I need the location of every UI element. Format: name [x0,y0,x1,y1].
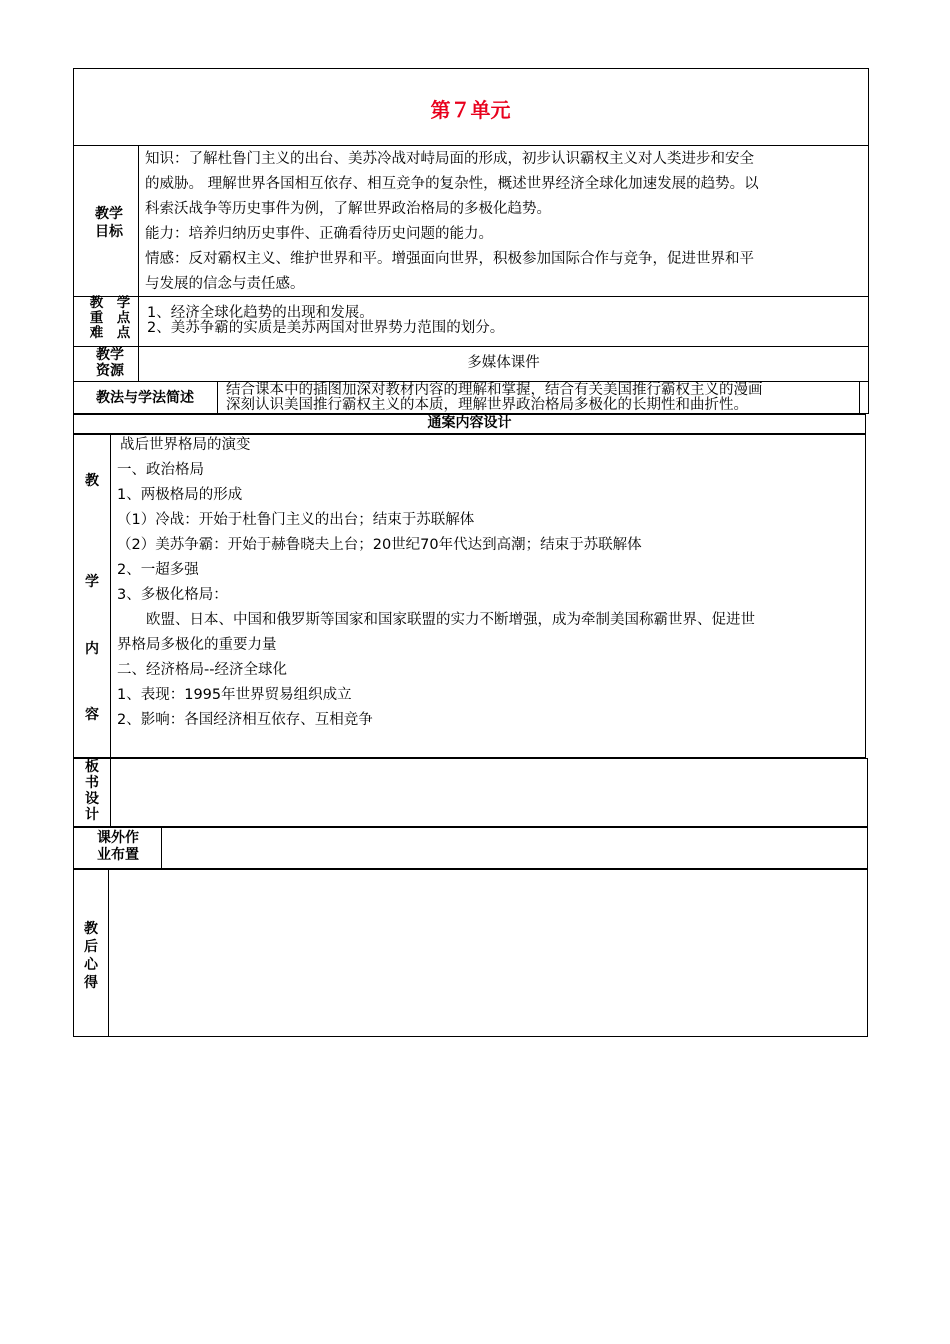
reflection-label-char: 心 [84,957,98,973]
content-line: 一、政治格局 [117,462,204,478]
keypoints-label [86,296,134,341]
homework-label-row: 课外作 [97,830,139,846]
objectives-line: 知识：了解杜鲁门主义的出台、美苏冷战对峙局面的形成，初步认识霸权主义对人类进步和安全 [145,151,754,167]
methods-label-divider [217,381,218,414]
objectives-line: 与发展的信念与责任感。 [145,276,305,292]
content-line: 1、两极格局的形成 [117,487,243,503]
content-line: 1、表现：1995年世界贸易组织成立 [117,687,352,703]
homework-label-divider [161,827,162,869]
reflection-label-char: 教 [84,921,98,937]
board-label-char: 板 [85,759,99,775]
content-label-divider [110,434,111,758]
reflection-label-divider [108,869,109,1037]
board-label-char: 设 [85,791,99,807]
board-label-divider [110,758,111,827]
content-label-char: 教 [85,473,99,489]
content-line: 2、一超多强 [117,562,199,578]
homework-label-row: 业布置 [97,847,139,863]
reflection-block [73,869,868,1037]
homework-label [80,830,156,864]
board-label-char: 书 [85,775,99,791]
reflection-label-char: 后 [84,939,98,955]
objectives-line: 情感：反对霸权主义、维护世界和平。增强面向世界，积极参加国际合作与竞争，促进世界和平 [145,251,754,267]
methods-line: 深刻认识美国推行霸权主义的本质，理解世界政治格局多极化的长期性和曲折性。 [226,397,748,413]
title-divider [73,145,869,146]
objectives-label-text: 教学目标 [95,206,123,240]
keypoints-divider [73,346,869,347]
objectives-line: 的威胁。 理解世界各国相互依存、相互竞争的复杂性，概述世界经济全球化加速发展的趋势。以 [145,176,759,192]
keypoints-label-row: 重 点 [89,310,131,326]
content-line: 欧盟、日本、中国和俄罗斯等国家和国家联盟的实力不断增强，成为牵制美国称霸世界、促进世 [117,612,755,628]
resources-value: 多媒体课件 [467,355,540,371]
resources-label-row: 资源 [96,363,124,379]
resources-label [86,347,134,379]
objectives-label [84,205,134,241]
board-label [78,759,106,823]
resources-label-row: 教学 [96,347,124,363]
content-label-char: 容 [85,707,99,723]
methods-right-edge [859,381,860,414]
keypoints-label-row: 难 点 [89,325,131,341]
keypoints-label-row: 教 学 [89,295,131,311]
reflection-label [78,920,104,992]
content-text [117,433,755,733]
content-line: （2）美苏争霸：开始于赫鲁晓夫上台；20世纪70年代达到高潮；结束于苏联解体 [117,537,642,553]
content-line: 界格局多极化的重要力量 [117,637,277,653]
keypoint-item: 1、经济全球化趋势的出现和发展。 [147,305,374,321]
methods-line: 结合课本中的插图加深对教材内容的理解和掌握，结合有关美国推行霸权主义的漫画 [226,382,763,398]
keypoints-list [147,306,504,336]
content-line: 二、经济格局--经济全球化 [117,662,287,678]
objectives-text [145,147,759,297]
reflection-label-char: 得 [84,975,98,991]
methods-text [226,383,763,413]
label-column-divider [138,145,139,381]
design-header: 通案内容设计 [427,415,512,431]
objectives-line: 能力：培养归纳历史事件、正确看待历史问题的能力。 [145,226,493,242]
content-line: 2、影响：各国经济相互依存、互相竞争 [117,712,373,728]
keypoint-item: 2、美苏争霸的实质是美苏两国对世界势力范围的划分。 [147,320,505,336]
page-title: 第７单元 [430,98,511,122]
content-line: （1）冷战：开始于杜鲁门主义的出台；结束于苏联解体 [117,512,475,528]
content-label-char: 内 [85,641,99,657]
board-label-char: 计 [85,807,99,823]
content-line: 战后世界格局的演变 [120,437,251,453]
homework-block [73,827,868,869]
board-block [73,758,868,827]
methods-label: 教法与学法简述 [96,390,194,406]
content-line: 3、多极化格局： [117,587,228,603]
objectives-line: 科索沃战争等历史事件为例，了解世界政治格局的多极化趋势。 [145,201,551,217]
content-label-char: 学 [85,574,99,590]
